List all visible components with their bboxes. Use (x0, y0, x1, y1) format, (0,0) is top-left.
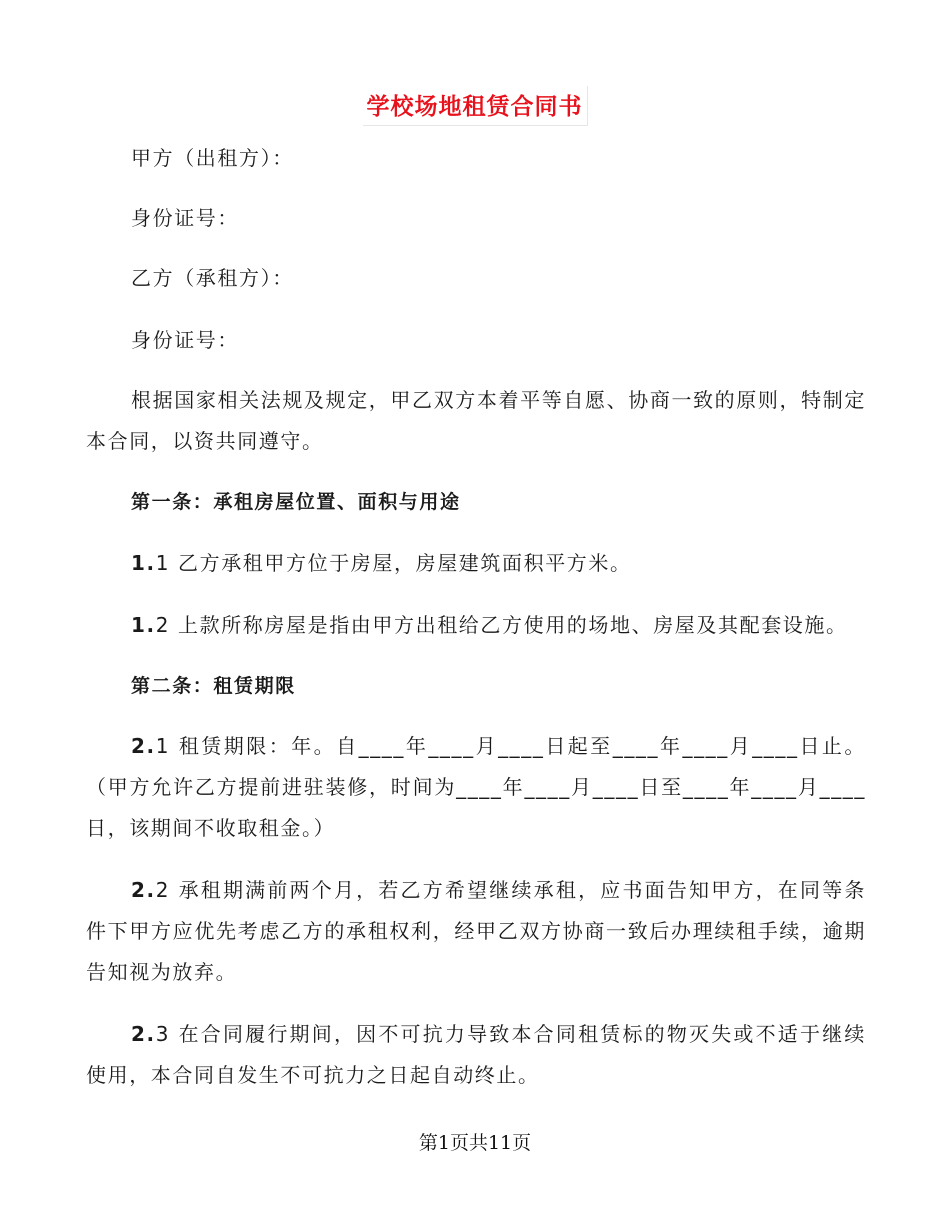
party-a-line: 甲方（出租方）： (131, 146, 294, 170)
party-b-id-line: 身份证号： (131, 328, 239, 352)
clause-text: 2 上款所称房屋是指由甲方出租给乙方使用的场地、房屋及其配套设施。 (155, 613, 848, 637)
clause-text: 2 承租期满前两个月，若乙方希望继续承租，应书面告知甲方，在同等条件下甲方应优先考虑乙方的承租权利，经甲乙双方协商一致后办理续租手续，逾期告知视为放弃。 (86, 878, 866, 984)
clause-text: 1 租赁期限：年。自____年____月____日起至____年____月____日止。（甲方允许乙方提前进驻装修，时间为____年____月____日至____年____月____日，该期间不收取租金。） (86, 734, 866, 840)
party-a-id-line: 身份证号： (131, 206, 239, 230)
clause-number: 2. (131, 878, 156, 902)
preamble-paragraph: 根据国家相关法规及规定，甲乙双方本着平等自愿、协商一致的原则，特制定本合同，以资共同遵守。 (86, 388, 866, 453)
clause-2-1 (86, 726, 866, 849)
clause-number: 1. (131, 613, 156, 637)
clause-text: 3 在合同履行期间，因不可抗力导致本合同租赁标的物灭失或不适于继续使用，本合同自发生不可抗力之日起自动终止。 (86, 1022, 866, 1087)
clause-2-2 (86, 870, 866, 993)
article-2-heading: 第二条：租赁期限 (131, 675, 296, 697)
clause-number: 2. (131, 734, 156, 758)
clause-1-1 (86, 543, 866, 584)
clause-number: 1. (131, 551, 156, 575)
document-title: 学校场地租赁合同书 (363, 86, 588, 126)
article-1-heading: 第一条：承租房屋位置、面积与用途 (131, 491, 461, 513)
clause-1-2 (86, 605, 866, 646)
clause-2-3 (86, 1014, 866, 1096)
page-footer: 第1页共11页 (418, 1132, 532, 1154)
clause-text: 1 乙方承租甲方位于房屋，房屋建筑面积平方米。 (155, 551, 632, 575)
title-wrapper (0, 86, 950, 126)
clause-number: 2. (131, 1022, 156, 1046)
party-b-line: 乙方（承租方）： (131, 266, 294, 290)
